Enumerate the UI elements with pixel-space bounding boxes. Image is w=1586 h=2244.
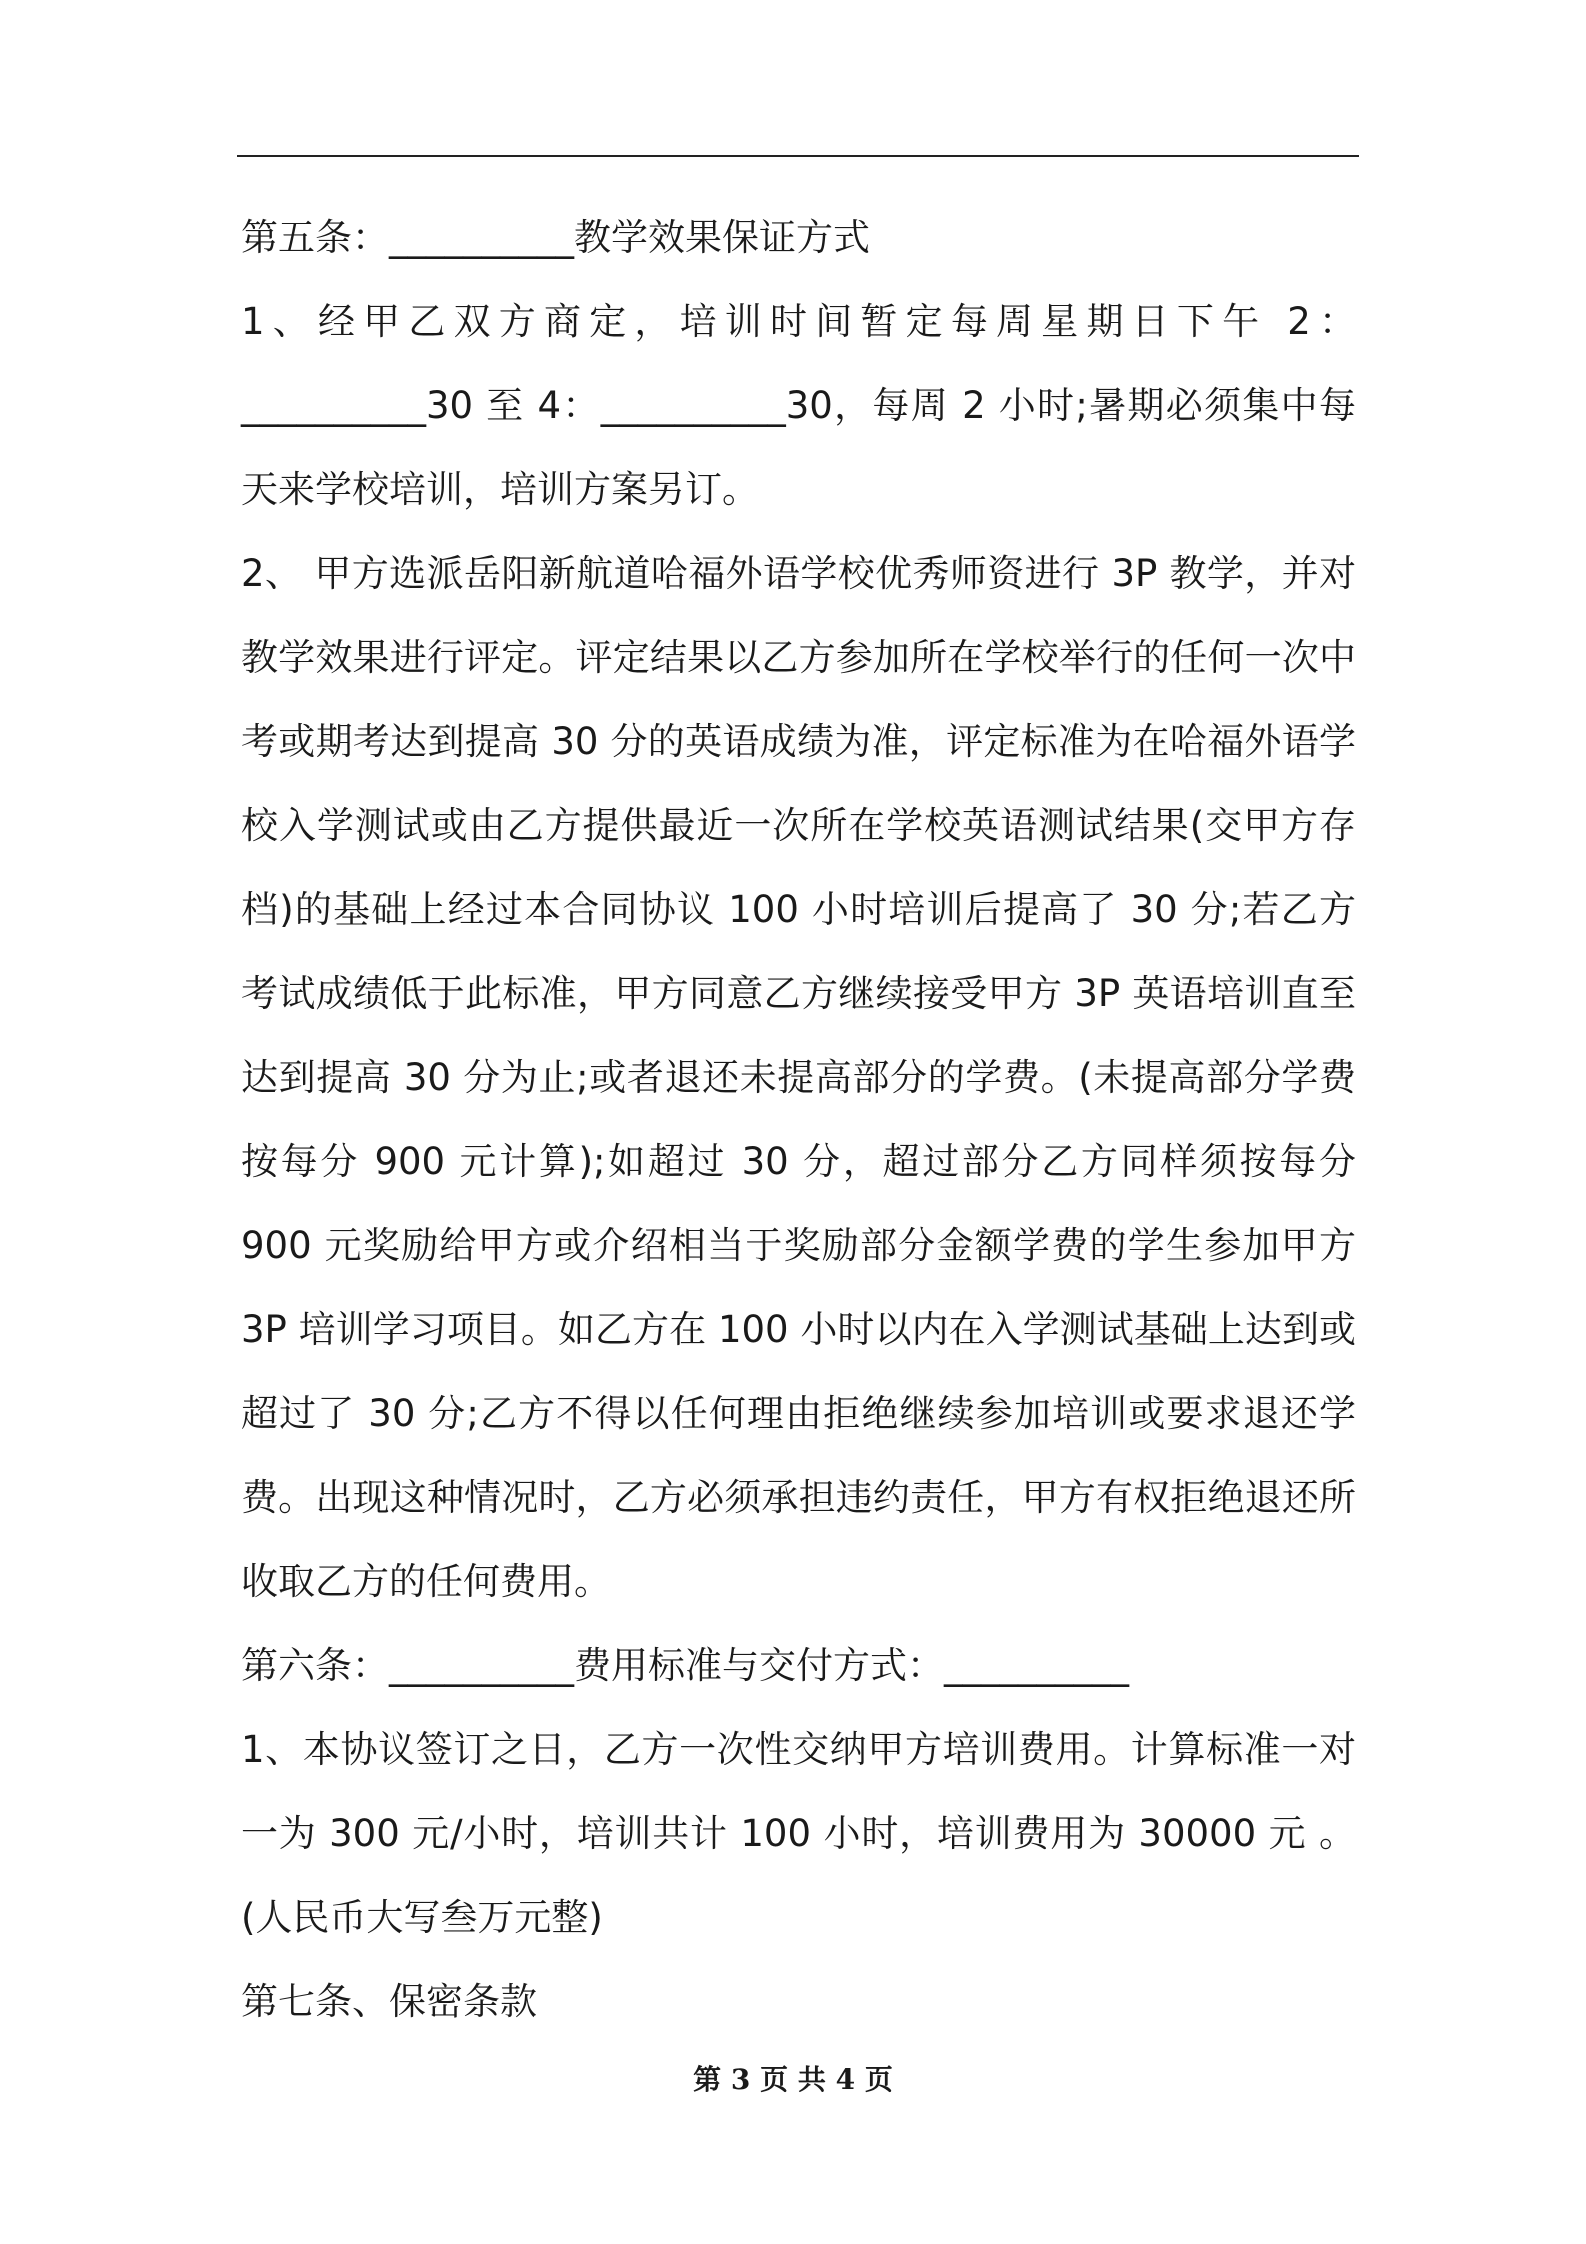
article-7-heading: 第七条、保密条款 (241, 1980, 537, 2023)
document-body (241, 196, 1356, 2044)
article-5-clause-2: 2、 甲方选派岳阳新航道哈福外语学校优秀师资进行 3P 教学，并对教学效果进行评定。评定结果以乙方参加所在学校举行的任何一次中考或期考达到提高 30 分的英语成绩为准，评定标准为在哈福外语学校入学测试或由乙方提供最近一次所在学校英语测试结果(交甲方存档)的基础上经过本合同协议 100 小时培训后提高了 30 分;若乙方考试成绩低于此标准，甲方同意乙方继续接受甲方 3P 英语培训直至达到提高 30 分为止;或者退还未提高部分的学费。(未提高部分学费按每分 900 元计算);如超过 30 分，超过部分乙方同样须按每分 900 元奖励给甲方或介绍相当于奖励部分金额学费的学生参加甲方 3P 培训学习项目。如乙方在 100 小时以内在入学测试基础上达到或超过了 30 分;乙方不得以任何理由拒绝继续参加培训或要求退还学费。出现这种情况时，乙方必须承担违约责任，甲方有权拒绝退还所收取乙方的任何费用。 (241, 552, 1356, 1603)
header-rule (237, 155, 1359, 157)
article-5-heading: 第五条：__________教学效果保证方式 (241, 216, 870, 259)
article-6-clause-1: 1、本协议签订之日，乙方一次性交纳甲方培训费用。计算标准一对一为 300 元/小时，培训共计 100 小时，培训费用为 30000 元 。(人民币大写叁万元整) (241, 1728, 1356, 1939)
article-6-heading: 第六条：__________费用标准与交付方式：__________ (241, 1644, 1129, 1687)
article-5-clause-1: 1、经甲乙双方商定，培训时间暂定每周星期日下午 2：__________30 至 4：__________30，每周 2 小时;暑期必须集中每天来学校培训，培训方案另订。 (241, 300, 1356, 511)
page-number-footer: 第 3 页 共 4 页 (693, 2063, 893, 2096)
